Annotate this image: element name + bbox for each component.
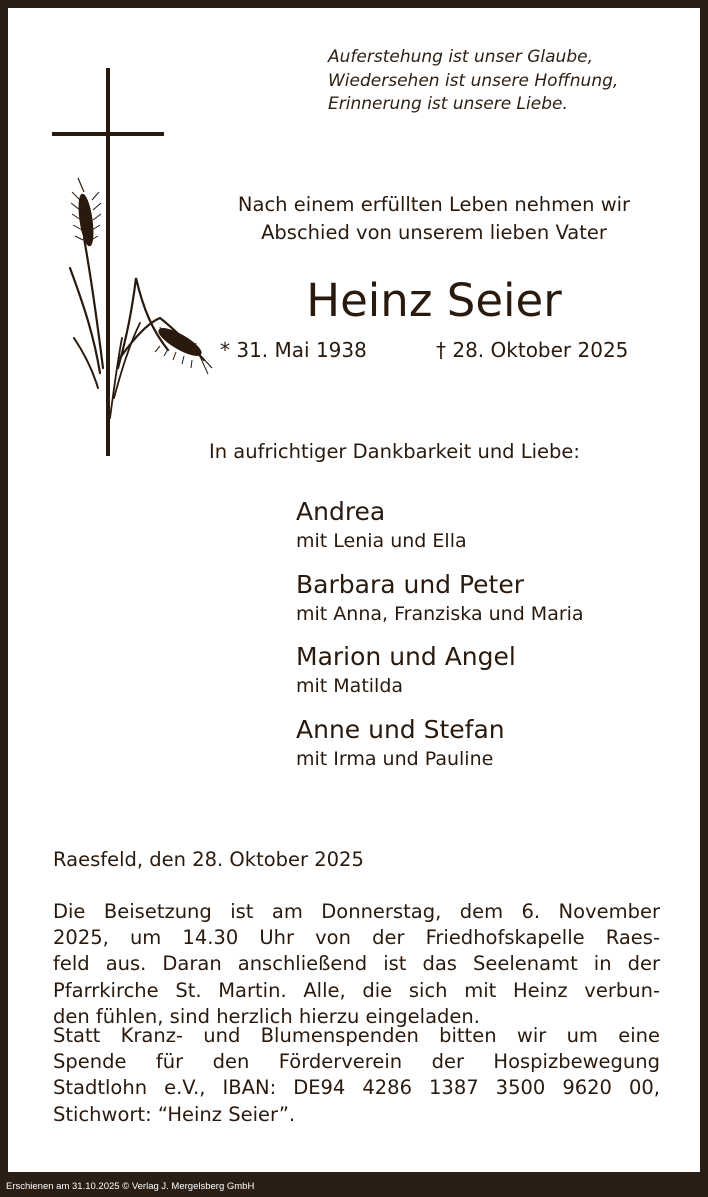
family-entry [296,640,584,713]
family-children: mit Irma und Pauline [296,747,494,770]
cross-with-wheat-icon [48,68,218,468]
thanks-line: In aufrichtiger Dankbarkeit und Liebe: [209,440,580,463]
verse-line: Auferstehung ist unser Glaube, [328,47,593,67]
deceased-name: Heinz Seier [306,274,562,327]
intro-line: Nach einem erfüllten Leben nehmen wir [237,193,631,216]
intro-text [200,191,668,247]
donation-line: Spende für den Förderverein der Hospizbewegung [53,1050,660,1074]
family-name: Andrea [296,497,386,526]
verse-line: Erinnerung ist unsere Liebe. [328,94,568,114]
family-name: Anne und Stefan [296,714,505,744]
donation-line: Statt Kranz- und Blumenspenden bitten wir um eine [53,1024,660,1047]
funeral-line: den fühlen, sind herzlich hierzu eingeladen. [53,1004,480,1028]
donation-line: Stichwort: “Heinz Seier”. [53,1102,296,1126]
death-date: † 28. Oktober 2025 [436,338,629,362]
family-children: mit Anna, Franziska und Maria [296,602,584,625]
funeral-line: Pfarrkirche St. Martin. Alle, die sich mit Heinz verbun- [53,978,660,1002]
life-dates [220,336,629,364]
family-entry [296,568,584,641]
place-date: Raesfeld, den 28. Oktober 2025 [53,848,364,871]
birth-date: * 31. Mai 1938 [220,338,367,362]
funeral-line: Die Beisetzung ist am Donnerstag, dem 6. November [53,900,660,923]
intro-line: Abschied von unserem lieben Vater [261,221,607,244]
family-list [296,495,584,785]
family-name: Barbara und Peter [296,569,525,599]
family-children: mit Lenia und Ella [296,530,467,552]
family-name: Marion und Angel [296,642,516,671]
verse-line: Wiedersehen ist unsere Hoffnung, [328,70,619,91]
obituary-card [8,8,700,1172]
donation-paragraph [53,1023,660,1128]
publication-footer: Erschienen am 31.10.2025 © Verlag J. Mergelsberg GmbH [6,1181,255,1192]
family-children: mit Matilda [296,675,404,697]
funeral-paragraph [53,899,660,1030]
family-entry [296,495,584,568]
funeral-line: feld aus. Daran anschließend ist das Seelenamt in der [53,952,660,976]
verse [328,46,618,117]
donation-line: Stadtlohn e.V., IBAN: DE94 4286 1387 3500 9620 00, [53,1076,660,1100]
funeral-line: 2025, um 14.30 Uhr von der Friedhofskapelle Raes- [53,926,660,950]
family-entry [296,713,584,786]
